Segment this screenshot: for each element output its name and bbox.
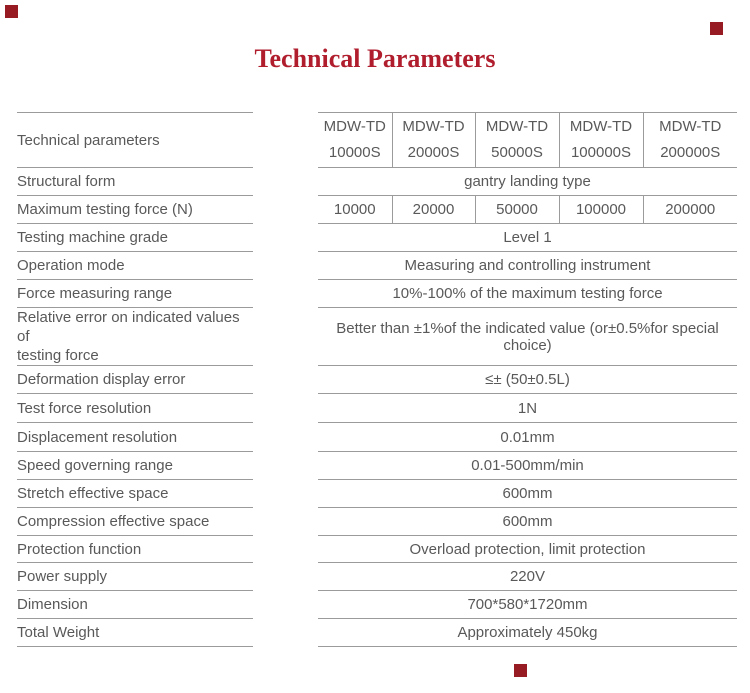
row-value: gantry landing type [318,168,737,196]
row-value: Overload protection, limit protection [318,536,737,563]
row-label: Maximum testing force (N) [17,196,253,224]
row-value: Level 1 [318,224,737,252]
model-header-cell [643,113,737,168]
column-gap [253,480,318,508]
table-row-header [17,113,737,168]
column-gap [253,308,318,366]
row-label-line2: testing force [17,347,99,364]
row-label: Deformation display error [17,366,253,394]
column-gap [253,113,318,168]
column-gap [253,452,318,480]
model-name-line1: MDW-TD [323,118,386,135]
corner-marker-top-right [710,22,723,35]
row-value: 220V [318,563,737,591]
column-gap [253,224,318,252]
model-name-line1: MDW-TD [402,118,465,135]
table-row [17,280,737,308]
row-label: Compression effective space [17,508,253,536]
table-row [17,224,737,252]
row-label: Operation mode [17,252,253,280]
corner-marker-bottom [514,664,527,677]
row-value: 0.01mm [318,423,737,452]
column-gap [253,394,318,423]
table-row [17,252,737,280]
table-row [17,563,737,591]
column-gap [253,619,318,647]
row-label-technical-parameters: Technical parameters [17,113,253,168]
model-name-line2: 100000S [570,144,632,161]
row-value: Better than ±1%of the indicated value (or±0.5%for special choice) [318,308,737,366]
row-value: Measuring and controlling instrument [318,252,737,280]
column-gap [253,563,318,591]
table-row [17,168,737,196]
table-row [17,308,737,366]
model-name-line2: 20000S [407,144,460,161]
column-gap [253,280,318,308]
model-header-cell [559,113,643,168]
model-name-line2: 50000S [491,144,543,161]
row-label: Speed governing range [17,452,253,480]
table-row [17,423,737,452]
row-label: Force measuring range [17,280,253,308]
row-value: 600mm [318,508,737,536]
page-title: Technical Parameters [254,44,496,73]
model-header-cell [392,113,475,168]
row-value: 0.01-500mm/min [318,452,737,480]
model-name-line2: 200000S [660,144,721,161]
row-label: Structural form [17,168,253,196]
model-header-cell [318,113,392,168]
column-gap [253,536,318,563]
model-name-line1: MDW-TD [485,118,549,135]
row-label: Protection function [17,536,253,563]
model-name-line2: 10000S [328,144,381,161]
row-label: Testing machine grade [17,224,253,252]
column-gap [253,508,318,536]
row-label-line1: Relative error on indicated values of [17,309,240,345]
table-row [17,508,737,536]
column-gap [253,196,318,224]
row-label [17,308,253,366]
table-row [17,536,737,563]
force-value-cell: 20000 [392,196,475,224]
row-label: Total Weight [17,619,253,647]
row-value: ≤± (50±0.5L) [318,366,737,394]
row-label: Dimension [17,591,253,619]
table-row [17,394,737,423]
table-row [17,480,737,508]
row-value: 1N [318,394,737,423]
row-label: Test force resolution [17,394,253,423]
row-label: Stretch effective space [17,480,253,508]
row-value: 600mm [318,480,737,508]
column-gap [253,591,318,619]
force-value-cell: 10000 [318,196,392,224]
force-value-cell: 50000 [475,196,559,224]
model-name-line1: MDW-TD [569,118,633,135]
row-label: Displacement resolution [17,423,253,452]
model-name-line1: MDW-TD [659,118,722,135]
column-gap [253,168,318,196]
column-gap [253,366,318,394]
row-label: Power supply [17,563,253,591]
row-value: Approximately 450kg [318,619,737,647]
table-row [17,619,737,647]
spec-table [17,112,737,647]
table-row [17,366,737,394]
model-header-cell [475,113,559,168]
corner-marker-top-left [5,5,18,18]
row-value: 700*580*1720mm [318,591,737,619]
table-row [17,452,737,480]
table-row [17,591,737,619]
force-value-cell: 200000 [643,196,737,224]
force-value-cell: 100000 [559,196,643,224]
row-value: 10%-100% of the maximum testing force [318,280,737,308]
table-row [17,196,737,224]
column-gap [253,252,318,280]
column-gap [253,423,318,452]
